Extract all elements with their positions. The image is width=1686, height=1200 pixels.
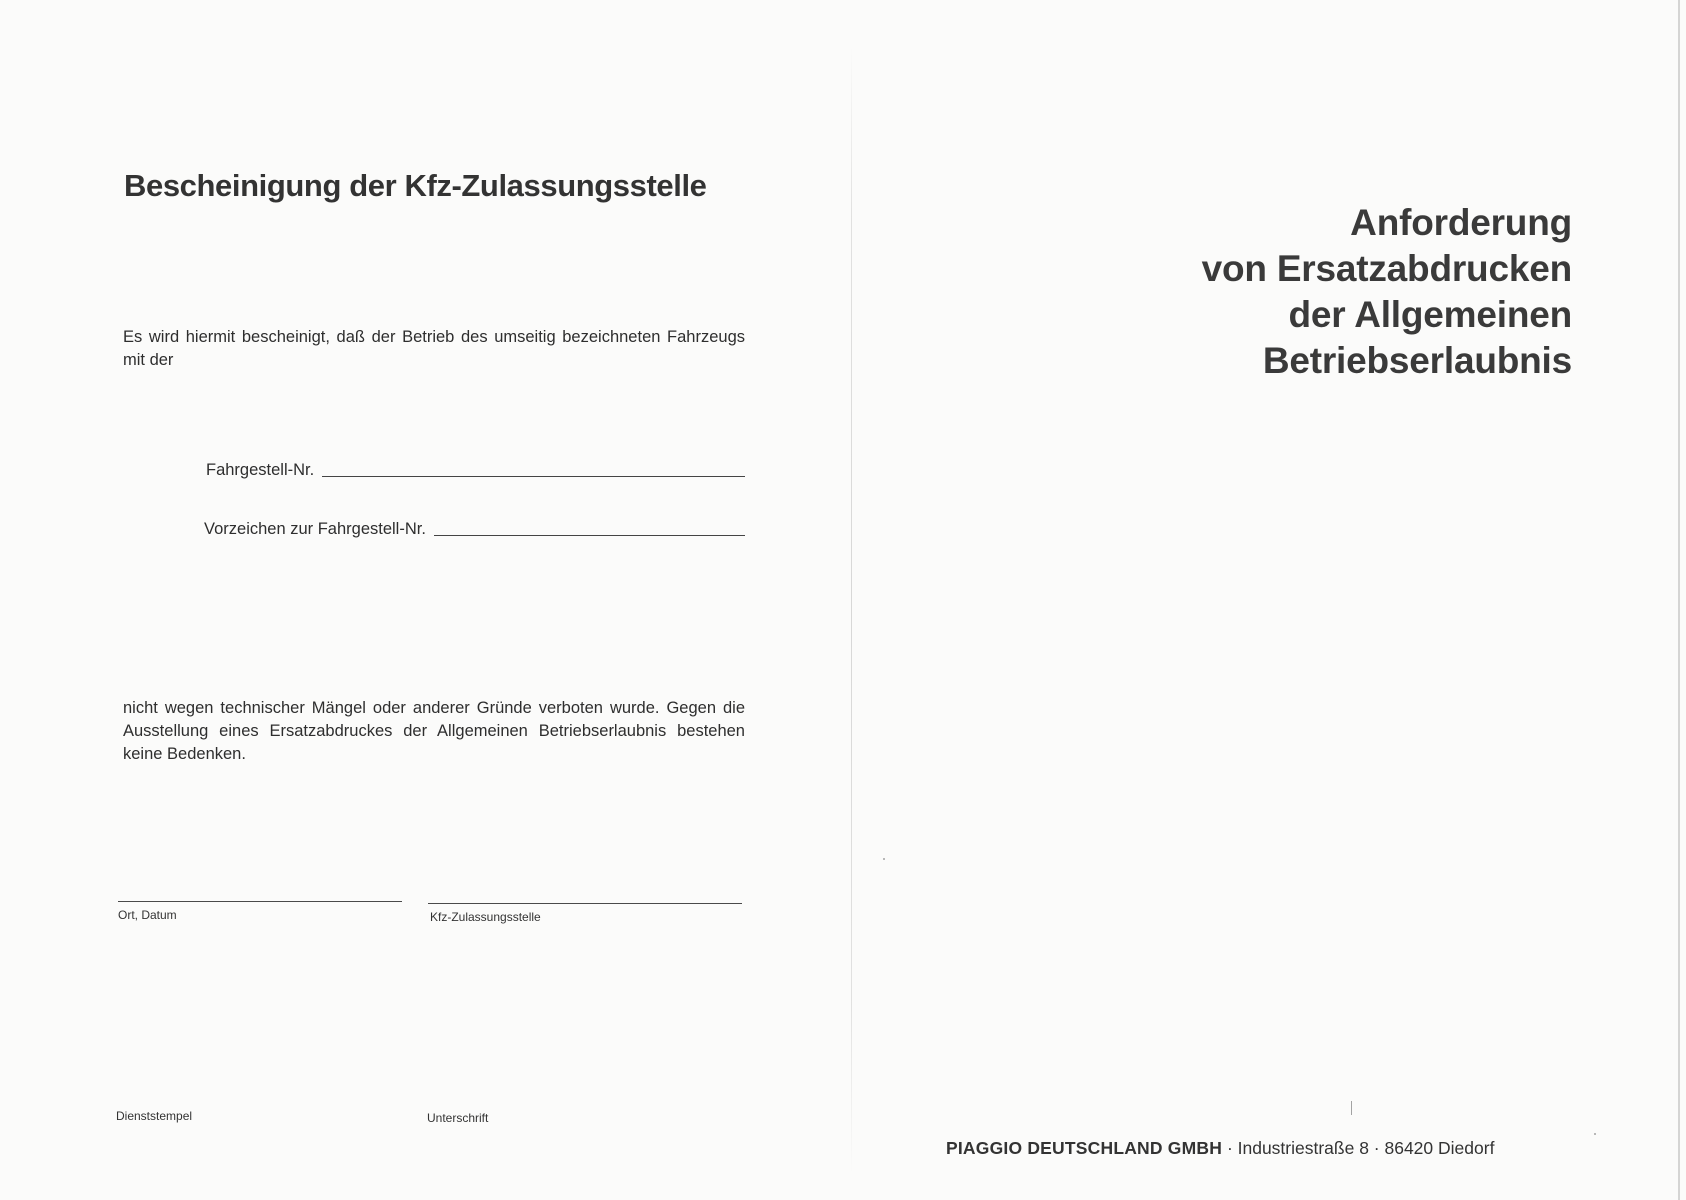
- chassis-number-line: [322, 475, 745, 477]
- request-page: [850, 0, 1686, 1200]
- request-title-line: Anforderung: [1350, 202, 1572, 243]
- chassis-prefix-label: Vorzeichen zur Fahrgestell-Nr.: [204, 520, 426, 538]
- registration-office-label: Kfz-Zulassungsstelle: [430, 910, 541, 924]
- chassis-prefix-line: [434, 534, 745, 536]
- request-title-line: der Allgemeinen: [1288, 294, 1572, 335]
- registration-office-line[interactable]: [428, 903, 742, 904]
- signature-label: Unterschrift: [427, 1111, 489, 1125]
- request-title-line: von Ersatzabdrucken: [1201, 248, 1572, 289]
- request-title: [1202, 200, 1572, 384]
- chassis-prefix-field[interactable]: [204, 520, 745, 539]
- company-name: PIAGGIO DEUTSCHLAND GMBH: [946, 1138, 1223, 1158]
- paper-edge: [1678, 0, 1680, 1200]
- certificate-statement-text: nicht wegen technischer Mängel oder anderer Gründe verboten wurde. Gegen die Ausstellung eines Ersatzabdruckes der Allgemeinen Betriebserlaubnis bestehen keine Bedenken.: [123, 699, 745, 763]
- request-title-line: Betriebserlaubnis: [1262, 340, 1572, 381]
- scan-speck: [1351, 1101, 1352, 1115]
- chassis-number-label: Fahrgestell-Nr.: [206, 461, 315, 479]
- scan-speck: [1594, 1133, 1596, 1135]
- chassis-number-field[interactable]: [206, 461, 745, 480]
- official-stamp-label: Dienststempel: [116, 1109, 193, 1123]
- certificate-intro-text: Es wird hiermit bescheinigt, daß der Betrieb des umseitig bezeichneten Fahrzeugs mit der: [123, 328, 745, 369]
- place-date-line[interactable]: [118, 901, 402, 902]
- scan-speck: [883, 858, 885, 860]
- certificate-title: Bescheinigung der Kfz-Zulassungsstelle: [124, 168, 707, 203]
- company-footer: [946, 1138, 1494, 1159]
- company-address: · Industriestraße 8 · 86420 Diedorf: [1226, 1138, 1495, 1158]
- place-date-label: Ort, Datum: [118, 908, 177, 922]
